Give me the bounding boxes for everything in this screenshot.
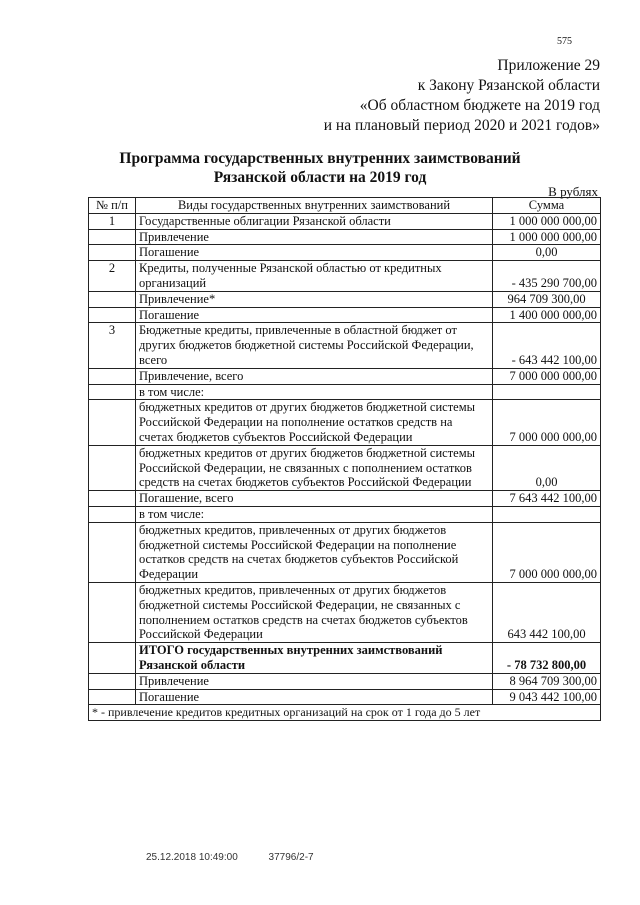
row-sum: 964 709 300,00 xyxy=(493,291,601,307)
row-name: Кредиты, полученные Рязанской областью от кредитных организаций xyxy=(136,261,493,292)
table-row xyxy=(89,506,601,522)
row-name: Привлечение, всего xyxy=(136,368,493,384)
annex-line: «Об областном бюджете на 2019 год xyxy=(359,97,600,114)
annex-line: Приложение 29 xyxy=(497,57,600,74)
row-name: Погашение, всего xyxy=(136,491,493,507)
row-name: бюджетных кредитов от других бюджетов бюджетной системы Российской Федерации на пополнение остатков средств на счетах бюджетов субъектов Российской Федерации xyxy=(136,400,493,445)
row-num xyxy=(89,522,136,582)
row-name: бюджетных кредитов от других бюджетов бюджетной системы Российской Федерации, не связанных с пополнением остатков средств на счетах бюджетов субъектов Российской Федерации xyxy=(136,445,493,490)
table-row xyxy=(89,368,601,384)
footer-timestamp: 25.12.2018 10:49:00 xyxy=(146,852,238,863)
table-row xyxy=(89,384,601,400)
row-sum: 0,00 xyxy=(493,245,601,261)
row-num xyxy=(89,582,136,642)
row-name: в том числе: xyxy=(136,384,493,400)
row-sum: - 435 290 700,00 xyxy=(493,261,601,292)
header-name: Виды государственных внутренних заимствований xyxy=(136,198,493,214)
row-num xyxy=(89,229,136,245)
currency-note: В рублях xyxy=(548,184,598,199)
row-num: 2 xyxy=(89,261,136,292)
row-num xyxy=(89,491,136,507)
page-number: 575 xyxy=(557,36,572,47)
title-line: Рязанской области на 2019 год xyxy=(213,169,427,186)
table-header-row xyxy=(89,198,601,214)
row-num xyxy=(89,689,136,705)
row-num xyxy=(89,307,136,323)
row-sum xyxy=(493,384,601,400)
row-num xyxy=(89,643,136,674)
table-row xyxy=(89,261,601,292)
table-row xyxy=(89,582,601,642)
row-name: бюджетных кредитов, привлеченных от других бюджетов бюджетной системы Российской Федерации на пополнение остатков средств на счетах бюджетов субъектов Российской Федерации xyxy=(136,522,493,582)
total-borrowing-sum: 8 964 709 300,00 xyxy=(493,673,601,689)
row-sum: - 643 442 100,00 xyxy=(493,323,601,368)
title-line: Программа государственных внутренних заимствований xyxy=(119,150,521,167)
borrowing-program-table xyxy=(88,197,601,721)
table-row xyxy=(89,229,601,245)
annex-header xyxy=(324,56,600,136)
row-sum: 643 442 100,00 xyxy=(493,582,601,642)
page-footer xyxy=(146,852,342,863)
total-name: ИТОГО государственных внутренних заимствований Рязанской области xyxy=(136,643,493,674)
total-row xyxy=(89,643,601,674)
row-num xyxy=(89,368,136,384)
total-repayment-row xyxy=(89,689,601,705)
table-row xyxy=(89,307,601,323)
row-num xyxy=(89,400,136,445)
row-num: 3 xyxy=(89,323,136,368)
row-name: в том числе: xyxy=(136,506,493,522)
header-sum: Сумма xyxy=(493,198,601,214)
footnote: * - привлечение кредитов кредитных организаций на срок от 1 года до 5 лет xyxy=(89,705,601,721)
row-sum: 1 000 000 000,00 xyxy=(493,229,601,245)
row-name: Привлечение* xyxy=(136,291,493,307)
row-num xyxy=(89,506,136,522)
row-name: Погашение xyxy=(136,307,493,323)
row-sum: 1 000 000 000,00 xyxy=(493,213,601,229)
row-name: Погашение xyxy=(136,245,493,261)
header-num: № п/п xyxy=(89,198,136,214)
row-name: Привлечение xyxy=(136,229,493,245)
footnote-row xyxy=(89,705,601,721)
total-repayment-sum: 9 043 442 100,00 xyxy=(493,689,601,705)
row-sum: 1 400 000 000,00 xyxy=(493,307,601,323)
row-num xyxy=(89,291,136,307)
footer-doc-id: 37796/2-7 xyxy=(268,852,314,863)
total-borrowing-row xyxy=(89,673,601,689)
row-name: Бюджетные кредиты, привлеченные в областной бюджет от других бюджетов бюджетной системы Российской Федерации, всего xyxy=(136,323,493,368)
table-row xyxy=(89,400,601,445)
row-sum: 7 000 000 000,00 xyxy=(493,368,601,384)
row-num xyxy=(89,245,136,261)
table-row xyxy=(89,323,601,368)
table-row xyxy=(89,291,601,307)
total-repayment-name: Погашение xyxy=(136,689,493,705)
row-name: Государственные облигации Рязанской области xyxy=(136,213,493,229)
total-sum: - 78 732 800,00 xyxy=(493,643,601,674)
annex-line: к Закону Рязанской области xyxy=(417,77,600,94)
total-borrowing-name: Привлечение xyxy=(136,673,493,689)
table-row xyxy=(89,213,601,229)
row-num: 1 xyxy=(89,213,136,229)
annex-line: и на плановый период 2020 и 2021 годов» xyxy=(323,117,600,134)
row-name: бюджетных кредитов, привлеченных от других бюджетов бюджетной системы Российской Федерации, не связанных с пополнением остатков средств на счетах бюджетов субъектов Российской Федерации xyxy=(136,582,493,642)
row-num xyxy=(89,673,136,689)
row-sum: 7 643 442 100,00 xyxy=(493,491,601,507)
row-sum: 0,00 xyxy=(493,445,601,490)
table-row xyxy=(89,445,601,490)
document-title xyxy=(0,149,640,187)
table-row xyxy=(89,522,601,582)
table-row xyxy=(89,245,601,261)
row-num xyxy=(89,445,136,490)
row-sum: 7 000 000 000,00 xyxy=(493,400,601,445)
row-sum: 7 000 000 000,00 xyxy=(493,522,601,582)
table-row xyxy=(89,491,601,507)
row-sum xyxy=(493,506,601,522)
row-num xyxy=(89,384,136,400)
